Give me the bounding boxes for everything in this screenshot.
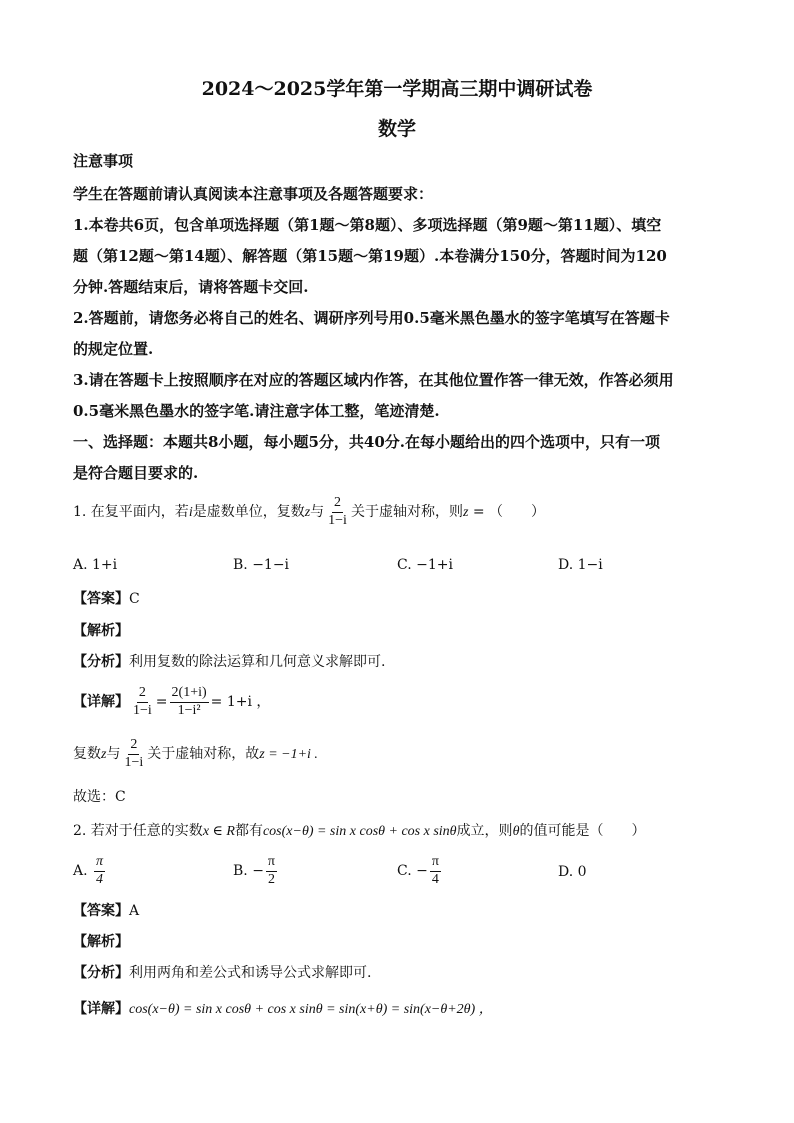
q2-stem: 2. 若对于任意的实数x ∈ R都有cos(x−θ) = sin x cosθ + cos x sinθ成立，则θ的值可能是（ ） xyxy=(73,823,646,839)
q1-answer: 【答案】C xyxy=(73,591,140,607)
notice-item1-line1: 1.本卷共6页，包含单项选择题（第1题～第8题）、多项选择题（第9题～第11题）、填空 xyxy=(73,216,662,234)
q2-fenxi: 【分析】利用两角和差公式和诱导公式求解即可. xyxy=(73,965,372,981)
q2-answer: 【答案】A xyxy=(73,903,140,919)
page-title: 2024～2025学年第一学期高三期中调研试卷 xyxy=(201,78,593,100)
q2-option-c: C. − $\frac{\pi}{4}$ xyxy=(397,854,439,887)
section1-line2: 是符合题目要求的. xyxy=(73,464,199,482)
notice-item2-line2: 的规定位置. xyxy=(73,340,154,358)
q2-analysis-label: 【解析】 xyxy=(73,934,129,950)
q1-stem: 1. 在复平面内，若i是虚数单位，复数z与 $\frac{2}{1-i}$ 关于虚轴对称，则z = （ ） xyxy=(73,495,546,528)
subject-title: 数学 xyxy=(377,118,416,140)
notice-item1-line3: 分钟.答题结束后，请将答题卡交回. xyxy=(73,278,309,296)
imaginary-unit: i xyxy=(188,505,193,521)
notice-item2-line1: 2.答题前，请您务必将自己的姓名、调研序列号用0.5毫米黑色墨水的签字笔填写在答题卡 xyxy=(73,309,670,327)
notice-item3-line1: 3.请在答题卡上按照顺序在对应的答题区域内作答，在其他位置作答一律无效，作答必须用 xyxy=(73,371,674,389)
notice-item3-line2: 0.5毫米黑色墨水的签字笔.请注意字体工整，笔迹清楚. xyxy=(73,402,440,420)
notice-intro: 学生在答题前请认真阅读本注意事项及各题答题要求： xyxy=(73,185,434,203)
q1-option-a: A. 1+i xyxy=(73,557,118,573)
q2-option-b: B. − $\frac{\pi}{2}$ xyxy=(233,854,275,887)
q2-detail: 【详解】cos(x−θ) = sin x cosθ + cos x sinθ = sin(x+θ) = sin(x−θ+2θ) ， xyxy=(73,1001,493,1017)
q1-option-d: D. 1−i xyxy=(558,557,603,573)
q1-fenxi: 【分析】利用复数的除法运算和几何意义求解即可. xyxy=(73,654,386,670)
q1-detail: 【详解】 $\frac{2}{1-i}$ = $\frac{2(1+i)}{\text{1−i²}}$ = 1+i ， xyxy=(73,685,271,718)
section1-line1: 一、选择题：本题共8小题，每小题5分，共40分.在每小题给出的四个选项中，只有一项 xyxy=(73,433,660,451)
notice-item1-line2: 题（第12题～第14题）、解答题（第15题～第19题）.本卷满分150分，答题时间为120 xyxy=(73,247,667,265)
q1-detail-line2: 复数z与 $\frac{2}{1-i}$ 关于虚轴对称，故z = −1+i . xyxy=(73,737,318,770)
q2-option-a: A. $\frac{\pi}{4}$ xyxy=(73,854,104,887)
q1-option-b: B. −1−i xyxy=(233,557,290,573)
q1-conclusion: 故选：C xyxy=(73,789,126,805)
q1-fraction: $\frac{2}{1-i}$ xyxy=(328,495,347,528)
q1-option-c: C. −1+i xyxy=(397,557,453,573)
q1-analysis-label: 【解析】 xyxy=(73,623,129,639)
notice-heading: 注意事项 xyxy=(73,152,134,170)
q2-formula: cos(x−θ) = sin x cosθ + cos x sinθ xyxy=(262,824,457,839)
q2-option-d: D. 0 xyxy=(558,864,587,880)
